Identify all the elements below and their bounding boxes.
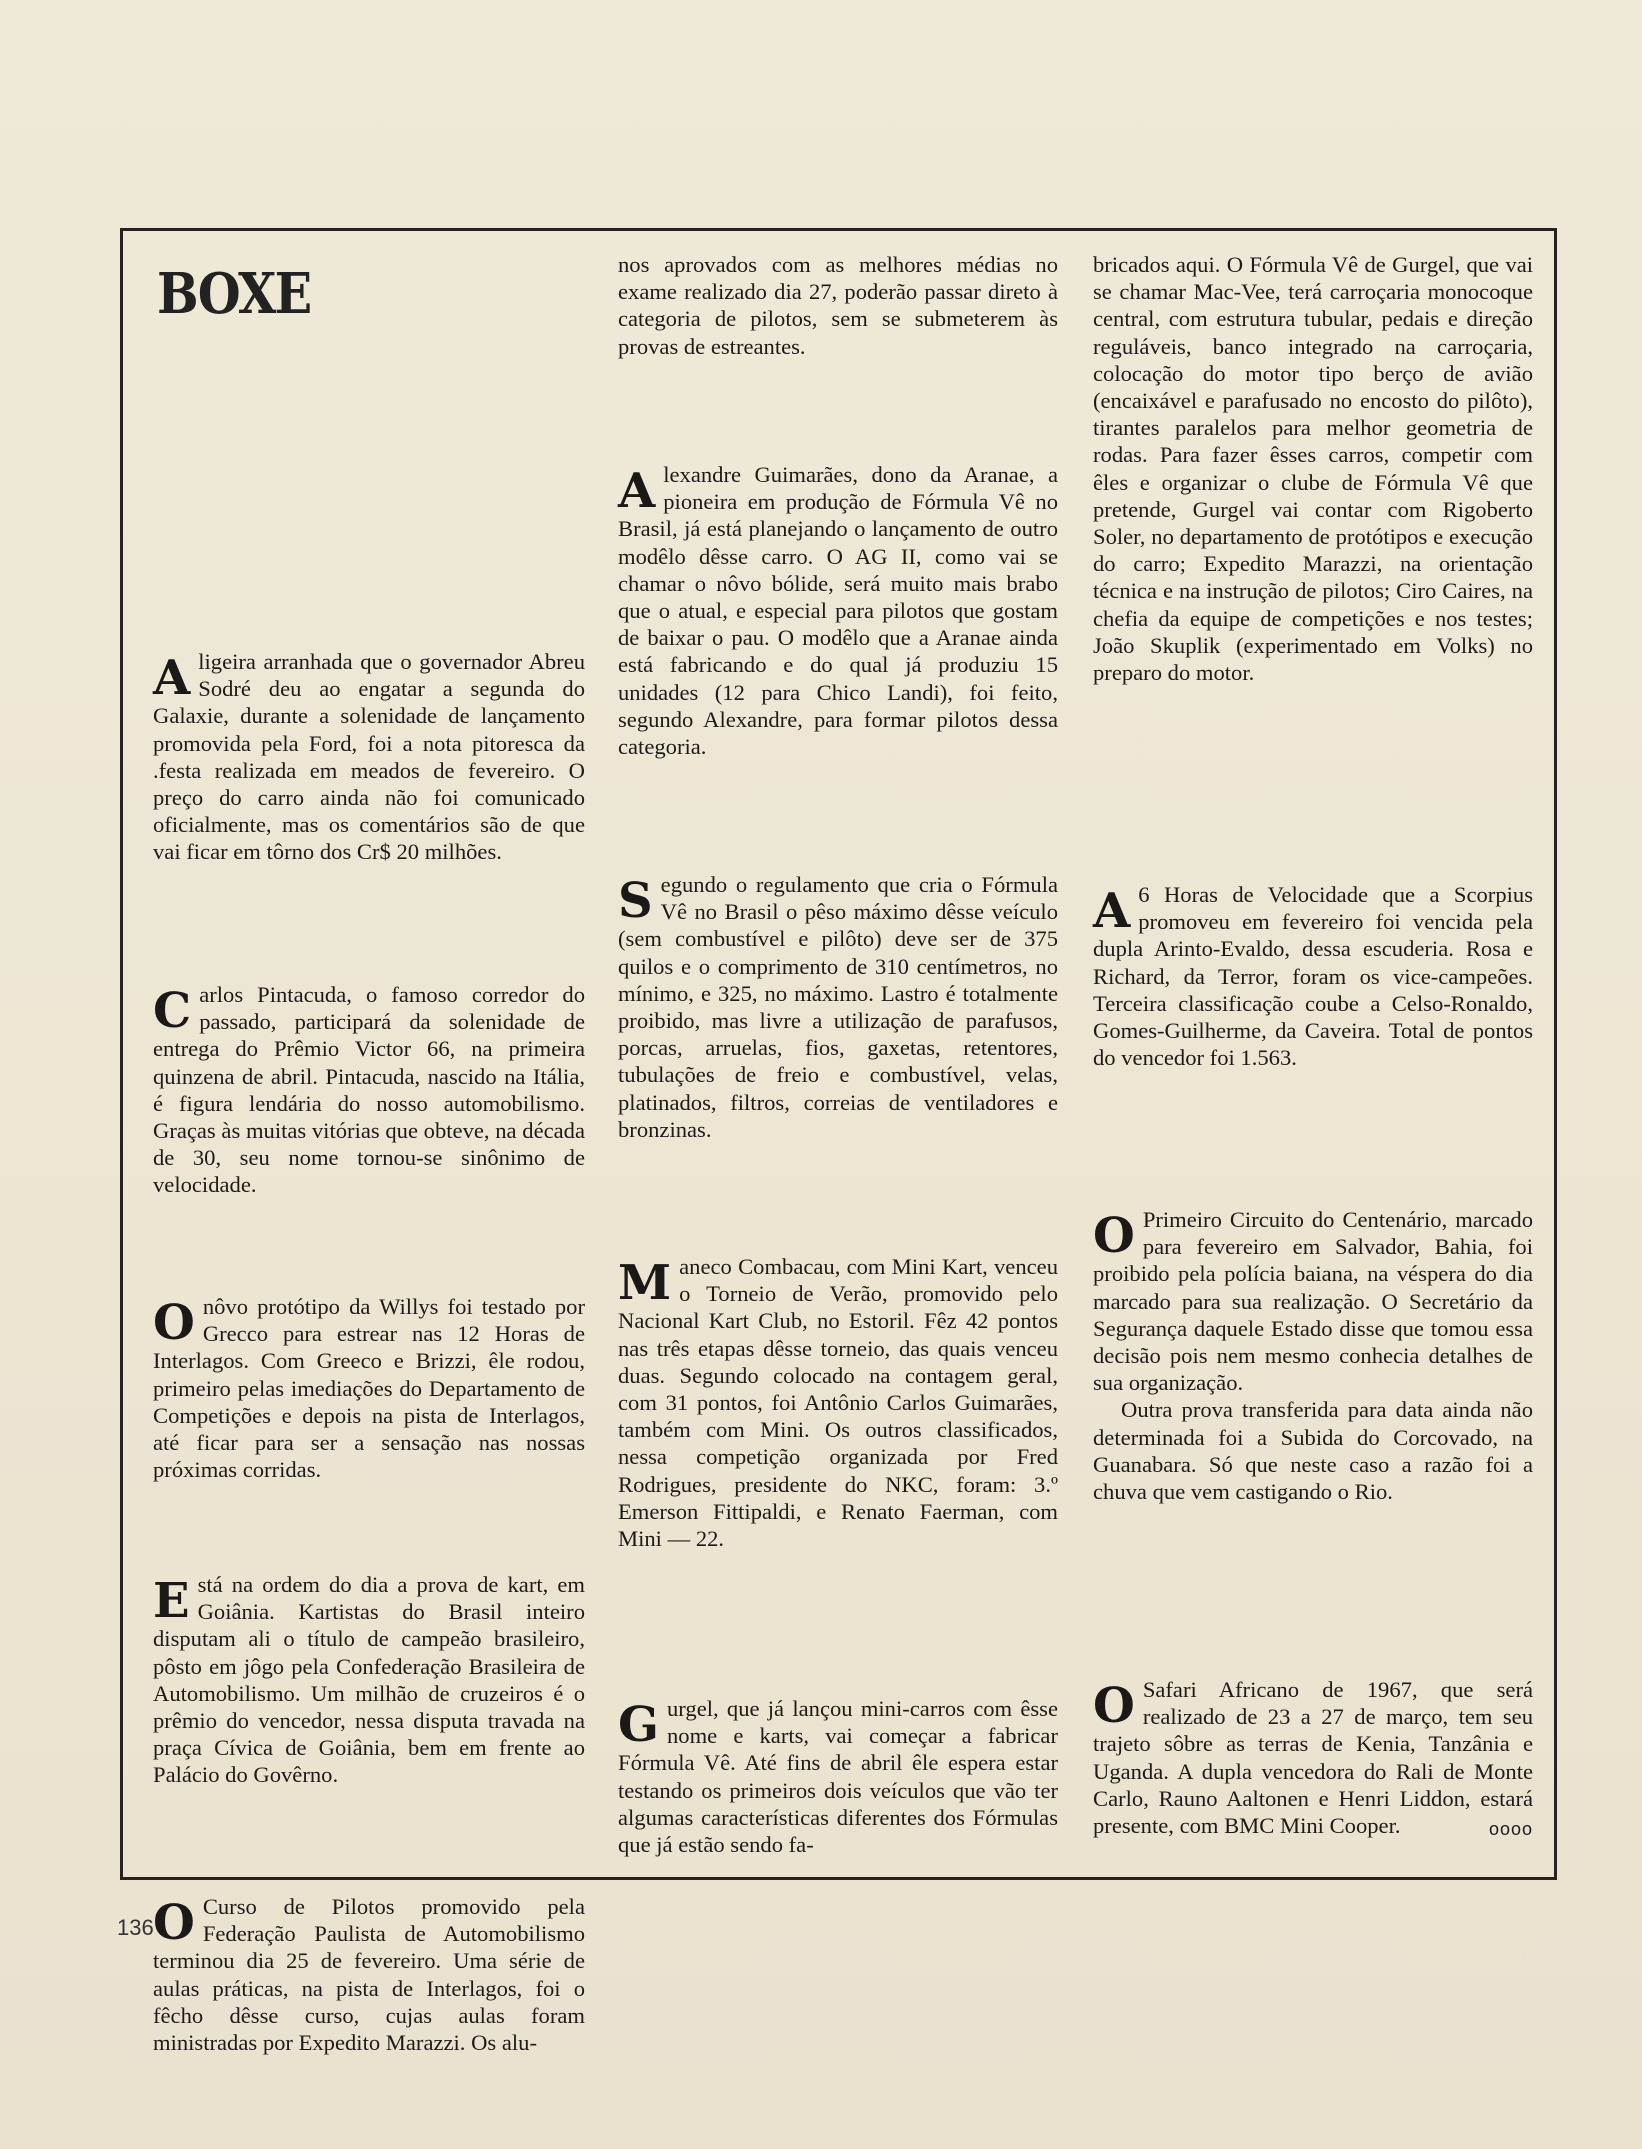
news-item [1093,881,1533,1071]
item-text: aneco Combacau, com Mini Kart, venceu o Torneio de Verão, promovido pelo Nacional Kart Club, no Estoril. Fêz 42 pontos nas três etapas dêsse torneio, das quais venceu duas. Segundo colocado na contagem geral, com 31 pontos, foi Antônio Carlos Guimarães, também com Mini. Os outros classificados, nessa competição organizada por Fred Rodrigues, presidente do NKC, foram: 3.º Emerson Fittipaldi, e Renato Faerman, com Mini — 22. [618,1254,1058,1552]
item-text: nos aprovados com as melhores médias no exame realizado dia 27, poderão passar direto à categoria de pilotos, sem se submeterem às provas de estreantes. [618,252,1058,359]
news-item [618,1253,1058,1552]
drop-cap: O [1093,1678,1135,1734]
news-item [1093,1676,1533,1843]
news-item [153,1571,585,1789]
drop-cap: E [153,1573,190,1629]
item-text: egundo o regulamento que cria o Fórmula Vê no Brasil o pêso máximo dêsse veículo (sem combustível e pilôto) deve ser de 375 quilos e o comprimento de 310 centímetros, no mínimo, e 325, no máximo. Lastro é totalmente proibido, mas livre a utilização de parafusos, porcas, arruelas, fios, gaxetas, retentores, tubulações de freio e combustível, velas, platinados, filtros, correias de ventiladores e bronzinas. [618,872,1058,1142]
news-item [153,1293,585,1483]
drop-cap: A [618,463,656,519]
news-item [618,461,1058,760]
drop-cap: M [618,1255,672,1311]
drop-cap: A [1093,883,1131,939]
item-text: bricados aqui. O Fórmula Vê de Gurgel, que vai se chamar Mac-Vee, terá carroçaria monocoque central, com estrutura tubular, pedais e direção reguláveis, banco integrado na carroçaria, colocação do motor tipo berço de avião (encaixável e parafusado no encosto do pilôto), tirantes paralelos para melhor geometria de rodas. Para fazer êsses carros, competir com êles e organizar o clube de Fórmula Vê que pretende, Gurgel vai contar com Rigoberto Soler, no departamento de protótipos e execução do carro; Expedito Marazzi, na orientação técnica e na instrução de pilotos; Ciro Caires, na chefia da equipe de competições e nos testes; João Skuplik (experimentado em Volks) no preparo do motor. [1093,252,1533,686]
item-text: stá na ordem do dia a prova de kart, em Goiânia. Kartistas do Brasil inteiro disputam ali o título de campeão brasileiro, pôsto em jôgo pela Confederação Brasileira de Automobilismo. Um milhão de cruzeiros é o prêmio do vencedor, nessa disputa travada na praça Cívica de Goiânia, bem em frente ao Palácio do Govêrno. [153,1572,585,1788]
item-text: nôvo protótipo da Willys foi testado por Grecco para estrear nas 12 Horas de Interlagos. Com Greeco e Brizzi, êle rodou, primeiro pelas imediações do Departamento de Competições e depois na pista de Interlagos, até ficar para ser a sensação nas nossas próximas corridas. [153,1294,585,1483]
news-item-continued [618,251,1058,360]
item-text: Primeiro Circuito do Centenário, marcado para fevereiro em Salvador, Bahia, foi proibido pela polícia baiana, na véspera do dia marcado para sua realização. O Secretário da Segurança daquele Estado disse que tomou essa decisão pois nem mesmo conhecia detalhes de sua organização. [1093,1207,1533,1396]
news-item [153,1893,585,2056]
item-text: Outra prova transferida para data ainda não determinada foi a Subida do Corcovado, na Guanabara. Só que neste caso a razão foi a chuva que vem castigando o Rio. [1093,1397,1533,1505]
drop-cap: S [618,873,653,929]
news-item [153,648,585,866]
item-text: Safari Africano de 1967, que será realizado de 23 a 27 de março, tem seu trajeto sôbre as terras de Kenia, Tanzânia e Uganda. A dupla vencedora do Rali de Monte Carlo, Rauno Aaltonen e Henri Liddon, estará presente, com BMC Mini Cooper. [1093,1677,1533,1839]
drop-cap: A [153,650,191,706]
news-item [618,871,1058,1143]
item-text: 6 Horas de Velocidade que a Scorpius promoveu em fevereiro foi vencida pela dupla Arinto-Evaldo, dessa escuderia. Rosa e Richard, da Terror, foram os vice-campeões. Terceira classificação coube a Celso-Ronaldo, Gomes-Guilherme, da Caveira. Total de pontos do vencedor foi 1.563. [1093,882,1533,1071]
section-title: BOXE [157,261,311,327]
item-text: Curso de Pilotos promovido pela Federação Paulista de Automobilismo terminou dia 25 de fevereiro. Uma série de aulas práticas, na pista de Interlagos, foi o fêcho dêsse curso, cujas aulas foram ministradas por Expedito Marazzi. Os alu- [153,1894,585,2056]
item-text: urgel, que já lançou mini-carros com êsse nome e karts, vai começar a fabricar Fórmula Vê. Até fins de abril êle espera estar testando os primeiros dois veículos que vão ter algumas características diferentes dos Fórmulas que já estão sendo fa- [618,1696,1058,1858]
item-text: arlos Pintacuda, o famoso corredor do passado, participará da solenidade de entrega do Prêmio Victor 66, na primeira quinzena de abril. Pintacuda, nascido na Itália, é figura lendária do nosso automobilismo. Graças às muitas vitórias que obteve, na década de 30, seu nome tornou-se sinônimo de velocidade. [153,982,585,1198]
news-item [618,1695,1058,1858]
drop-cap: O [153,1895,195,1951]
item-text: lexandre Guimarães, dono da Aranae, a pioneira em produção de Fórmula Vê no Brasil, já está planejando o lançamento de outro modêlo dêsse carro. O AG II, como vai se chamar o nôvo bólide, será muito mais brabo que o atual, e especial para pilotos que gostam de baixar o pau. O modêlo que a Aranae ainda está fabricando e do qual já produziu 15 unidades (12 para Chico Landi), foi feito, segundo Alexandre, para formar pilotos dessa categoria. [618,462,1058,760]
item-text: ligeira arranhada que o governador Abreu Sodré deu ao engatar a segunda do Galaxie, durante a solenidade de lançamento promovida pela Ford, foi a nota pitoresca da .festa realizada em meados de fevereiro. O preço do carro ainda não foi comunicado oficialmente, mas os comentários são de que vai ficar em tôrno dos Cr$ 20 milhões. [153,649,585,865]
end-mark: oooo [1488,1819,1533,1840]
drop-cap: G [618,1697,659,1753]
news-item-continued [1093,251,1533,686]
drop-cap: O [1093,1208,1135,1264]
drop-cap: C [153,983,192,1039]
page-number: 136 [117,1915,154,1940]
news-item [1093,1206,1533,1505]
news-item [153,981,585,1199]
drop-cap: O [153,1295,195,1351]
